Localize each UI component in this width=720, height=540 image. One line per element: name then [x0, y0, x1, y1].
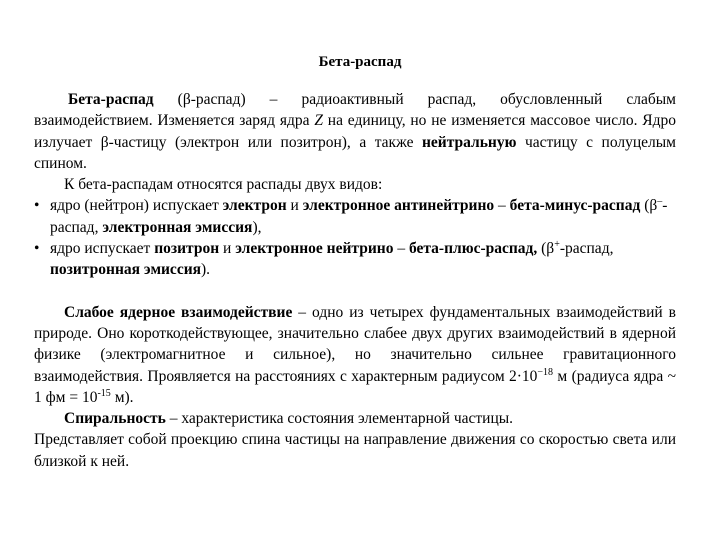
helicity-term: Спиральность — [64, 410, 166, 428]
weak-interaction-term: Слабое ядерное взаимодействие — [64, 303, 293, 321]
intro-paragraph: Бета-распад (β-распад) – радиоактивный распад, обусловленный слабым взаимодействием. Изменяется заряд ядра Z на единицу, но не изменяется массовое число. Ядро излучает β-частицу (электрон или позитрон), а также нейтральную частицу с полуцелым спином. — [34, 91, 676, 172]
slide-title: Бета-распад — [318, 54, 402, 70]
neutral-term: нейтральную — [421, 133, 517, 151]
list-item-beta-plus: • ядро испускает позитрон и электронное нейтрино – бета-плюс-распад, (β+-распад, позитронная эмиссия). — [34, 239, 614, 279]
weak-interaction-paragraph: Слабое ядерное взаимодействие – одно из четырех фундаментальных взаимодействий в природе. Оно короткодействующее, значительно слабее двух других взаимодействий в ядерной физике (электромагнитное и сильное), но значительно сильнее гравитационного взаимодействия. Проявляется на расстояниях с характерным радиусом $2\cdot 10^{-18}$ м (радиуса ядра ~ 1 фм = $10^{-15}$ м). — [34, 303, 677, 406]
helicity-paragraph-2: Представляет собой проекцию спина частицы на направление движения со скоростью света или близкой к ней. — [34, 431, 676, 470]
slide-body — [34, 89, 676, 472]
bullet-icon: • — [34, 240, 40, 258]
list-item-beta-minus: • ядро (нейтрон) испускает электрон и электронное антинейтрино – бета-минус-распад (β–-распад, электронная эмиссия), — [34, 196, 668, 236]
kinds-intro: К бета-распадам относятся распады двух видов: — [64, 176, 383, 194]
beta-decay-term: Бета-распад — [68, 91, 154, 108]
bullet-icon: • — [34, 197, 40, 215]
helicity-paragraph: Спиральность – характеристика состояния элементарной частицы. — [64, 410, 514, 428]
